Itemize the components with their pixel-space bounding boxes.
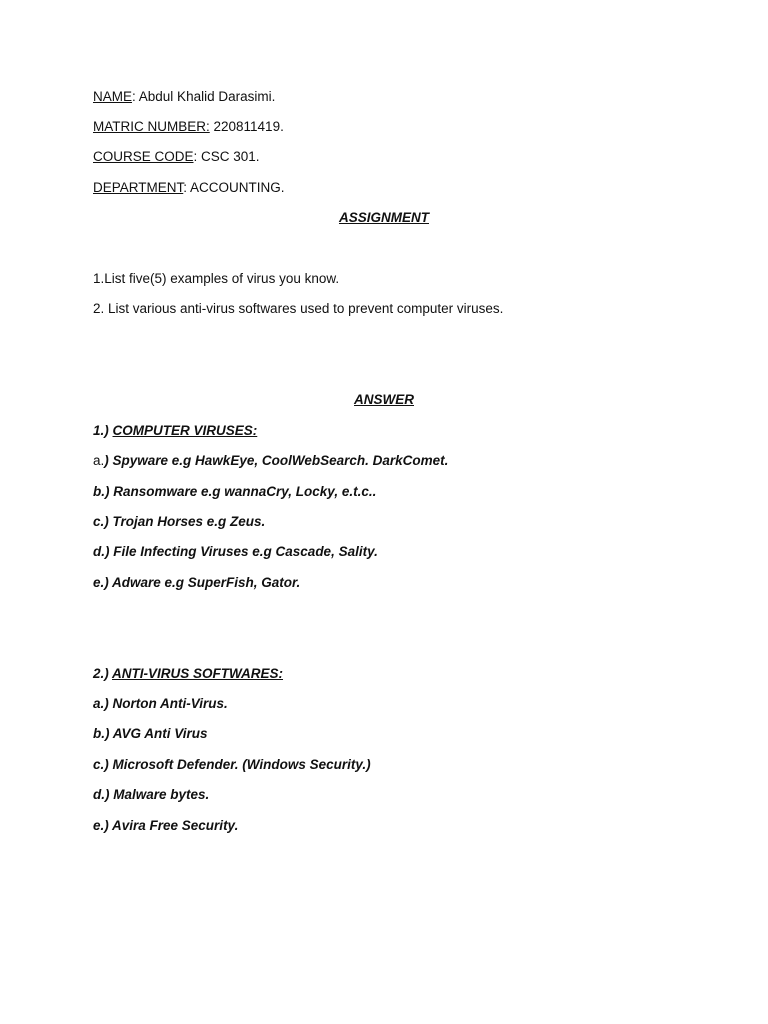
assignment-title: ASSIGNMENT: [338, 210, 429, 225]
name-label: NAME: [93, 89, 133, 104]
section-2-heading: ANTI-VIRUS SOFTWARES:: [112, 666, 284, 681]
question-2: 2. List various anti-virus softwares used to prevent computer viruses.: [93, 301, 504, 316]
name-line: [93, 89, 275, 105]
department-value: : ACCOUNTING.: [183, 180, 285, 195]
answer-title-line: [0, 392, 768, 408]
department-label: DEPARTMENT: [93, 180, 184, 195]
course-label: COURSE CODE: [93, 149, 194, 164]
name-value: Abdul Khalid Darasimi.: [138, 89, 276, 104]
virus-item: b.) Ransomware e.g wannaCry, Locky, e.t.c..: [93, 484, 377, 499]
virus-item: c.) Trojan Horses e.g Zeus.: [93, 514, 266, 529]
antivirus-item: b.) AVG Anti Virus: [93, 726, 208, 741]
virus-item: d.) File Infecting Viruses e.g Cascade, Sality.: [93, 544, 378, 559]
department-line: [93, 180, 285, 196]
antivirus-item: d.) Malware bytes.: [93, 787, 210, 802]
section-1-heading-line: [93, 423, 257, 439]
section-1-heading: COMPUTER VIRUSES:: [112, 423, 258, 438]
matric-label: MATRIC NUMBER:: [93, 119, 210, 134]
assignment-title-line: [0, 210, 768, 226]
virus-item: e.) Adware e.g SuperFish, Gator.: [93, 575, 301, 590]
course-value: : CSC 301.: [193, 149, 260, 164]
question-1: 1.List five(5) examples of virus you know.: [93, 271, 340, 286]
antivirus-item: c.) Microsoft Defender. (Windows Security.): [93, 757, 371, 772]
virus-item: [93, 453, 448, 469]
section-2-prefix: 2.): [93, 666, 113, 681]
antivirus-item: e.) Avira Free Security.: [93, 818, 239, 833]
section-2-heading-line: [93, 666, 283, 682]
virus-item-text: ) Spyware e.g HawkEye, CoolWebSearch. DarkComet.: [104, 453, 449, 468]
section-1-prefix: 1.): [93, 423, 113, 438]
matric-value: 220811419.: [209, 119, 284, 134]
answer-title: ANSWER: [354, 392, 414, 407]
name-separator: :: [132, 89, 139, 104]
matric-line: [93, 119, 284, 135]
antivirus-item: a.) Norton Anti-Virus.: [93, 696, 228, 711]
course-line: [93, 149, 260, 165]
virus-item-prefix: a.: [93, 453, 105, 468]
